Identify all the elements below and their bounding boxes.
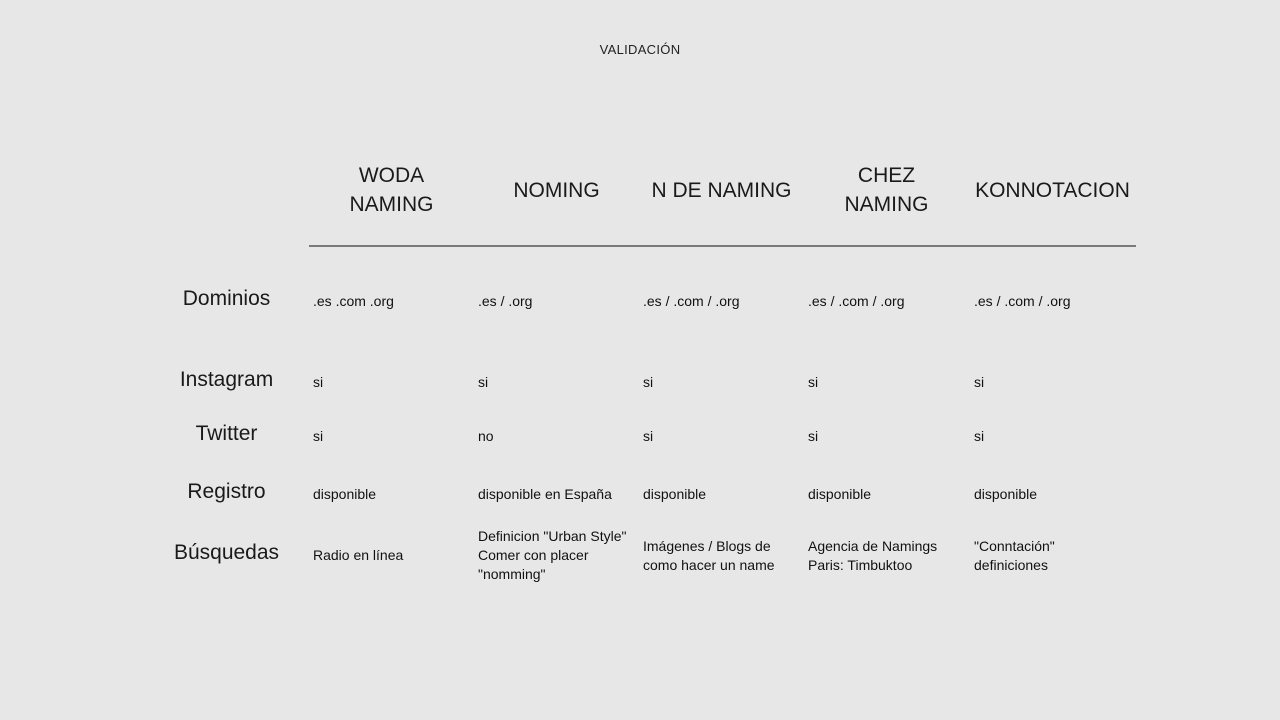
table-cell: .es / .com / .org xyxy=(808,293,905,309)
table-cell: .es / .org xyxy=(478,293,533,309)
row-label-registro: Registro xyxy=(187,480,266,503)
table-cell: si xyxy=(808,374,819,390)
column-header-n-de-naming: N DE NAMING xyxy=(651,178,792,202)
table-cell: si xyxy=(643,428,654,444)
row-label-dominios: Dominios xyxy=(182,287,271,310)
column-header-chez-naming: CHEZ NAMING xyxy=(844,164,929,216)
table-cell: disponible en España xyxy=(478,486,612,502)
row-label-busquedas: Búsquedas xyxy=(173,541,280,564)
table-cell: "Conntación" definiciones xyxy=(974,538,1055,573)
table-cell: si xyxy=(313,374,324,390)
row-label-twitter: Twitter xyxy=(195,422,258,445)
header-divider xyxy=(309,245,1136,247)
table-cell: si xyxy=(808,428,819,444)
table-cell: disponible xyxy=(808,486,872,502)
table-cell: si xyxy=(974,374,985,390)
column-header-konnotacion: KONNOTACION xyxy=(975,178,1130,202)
table-cell: no xyxy=(478,428,494,444)
table-cell: disponible xyxy=(974,486,1038,502)
table-cell: Definicion "Urban Style" Comer con placer "nomming" xyxy=(478,528,627,582)
column-header-noming: NOMING xyxy=(513,178,600,202)
table-cell: Radio en línea xyxy=(313,547,404,563)
table-cell: Imágenes / Blogs de como hacer un name xyxy=(643,538,775,573)
table-cell: disponible xyxy=(643,486,707,502)
slide-title: VALIDACIÓN xyxy=(599,42,681,57)
table-cell: si xyxy=(643,374,654,390)
table-cell: si xyxy=(974,428,985,444)
table-cell: disponible xyxy=(313,486,377,502)
table-cell: .es / .com / .org xyxy=(974,293,1071,309)
column-header-woda-naming: WODA NAMING xyxy=(349,164,434,216)
table-cell: si xyxy=(313,428,324,444)
table-cell: .es / .com / .org xyxy=(643,293,740,309)
table-cell: si xyxy=(478,374,489,390)
row-label-instagram: Instagram xyxy=(179,368,274,391)
table-cell: .es .com .org xyxy=(313,293,394,309)
table-cell: Agencia de Namings Paris: Timbuktoo xyxy=(808,538,938,573)
